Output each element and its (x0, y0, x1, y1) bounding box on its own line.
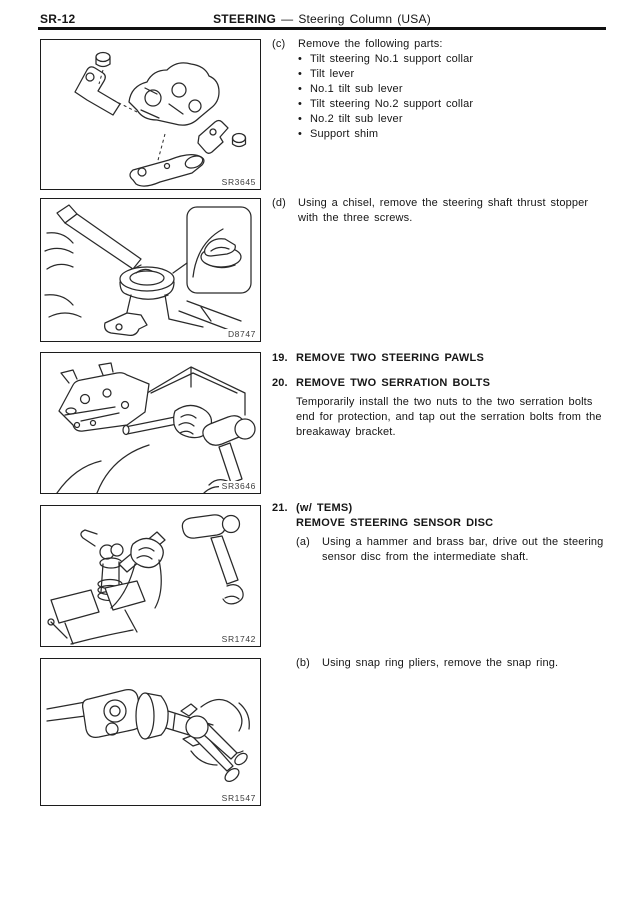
step-c-text: Remove the following parts: (298, 38, 443, 50)
figure-code: SR3646 (219, 481, 256, 491)
step-20-title: REMOVE TWO SERRATION BOLTS (296, 377, 491, 389)
step-20-body: Temporarily install the two nuts to the two serration bolts end for protection, and tap out the serration bolts from the breakaway bracket. (296, 396, 602, 438)
bullet: • (298, 83, 303, 95)
step-21a-label: (a) (296, 536, 310, 548)
section-title: STEERING (213, 12, 277, 26)
page-number: SR-12 (40, 12, 76, 26)
bullet: • (298, 68, 303, 80)
part-name: Tilt steering No.1 support collar (310, 53, 474, 65)
figure-tilt-parts-exploded (40, 39, 261, 190)
list-item (298, 127, 612, 142)
step-21 (272, 501, 612, 565)
bullet: • (298, 53, 303, 65)
step-c (272, 37, 612, 142)
list-item (298, 97, 612, 112)
figure-serration-bolt-removal (40, 352, 261, 494)
bullet: • (298, 113, 303, 125)
figure-code: SR1742 (219, 634, 256, 644)
bullet: • (298, 128, 303, 140)
page-header (38, 0, 606, 30)
figure-code: D8747 (225, 329, 256, 339)
tilt-parts-exploded-drawing (41, 40, 260, 189)
step-20 (272, 376, 612, 440)
parts-list (298, 52, 612, 142)
subsection-title: — Steering Column (USA) (281, 12, 431, 26)
chisel-thrust-stopper-drawing (41, 199, 260, 341)
sensor-disc-removal-drawing (41, 506, 260, 646)
step-c-label: (c) (272, 38, 286, 50)
part-name: Tilt lever (310, 68, 355, 80)
figure-snap-ring-removal (40, 658, 261, 806)
part-name: No.2 tilt sub lever (310, 113, 403, 125)
list-item (298, 112, 612, 127)
figure-chisel-thrust-stopper (40, 198, 261, 342)
list-item (298, 52, 612, 67)
step-21-title-line1: (w/ TEMS) (296, 502, 353, 514)
step-21-title-line2: REMOVE STEERING SENSOR DISC (296, 517, 494, 529)
figure-sensor-disc-removal (40, 505, 261, 647)
figure-code: SR3645 (219, 177, 256, 187)
step-21b-label: (b) (296, 657, 310, 669)
step-19 (272, 351, 612, 366)
list-item (298, 67, 612, 82)
step-d-label: (d) (272, 197, 286, 209)
part-name: Support shim (310, 128, 379, 140)
serration-bolt-removal-drawing (41, 353, 260, 493)
part-name: Tilt steering No.2 support collar (310, 98, 474, 110)
step-21b-text: Using snap ring pliers, remove the snap ring. (322, 657, 559, 669)
step-d (272, 196, 612, 226)
snap-ring-removal-drawing (41, 659, 260, 805)
step-19-title: REMOVE TWO STEERING PAWLS (296, 352, 485, 364)
list-item (298, 82, 612, 97)
step-21a-text: Using a hammer and brass bar, drive out the steering sensor disc from the intermediate shaft. (322, 536, 604, 563)
step-21-number: 21. (272, 502, 288, 514)
part-name: No.1 tilt sub lever (310, 83, 403, 95)
step-20-number: 20. (272, 377, 288, 389)
bullet: • (298, 98, 303, 110)
step-d-text: Using a chisel, remove the steering shaft thrust stopper with the three screws. (298, 197, 589, 224)
page-title (213, 12, 431, 26)
step-19-number: 19. (272, 352, 288, 364)
step-21b (272, 656, 612, 671)
figure-code: SR1547 (219, 793, 256, 803)
